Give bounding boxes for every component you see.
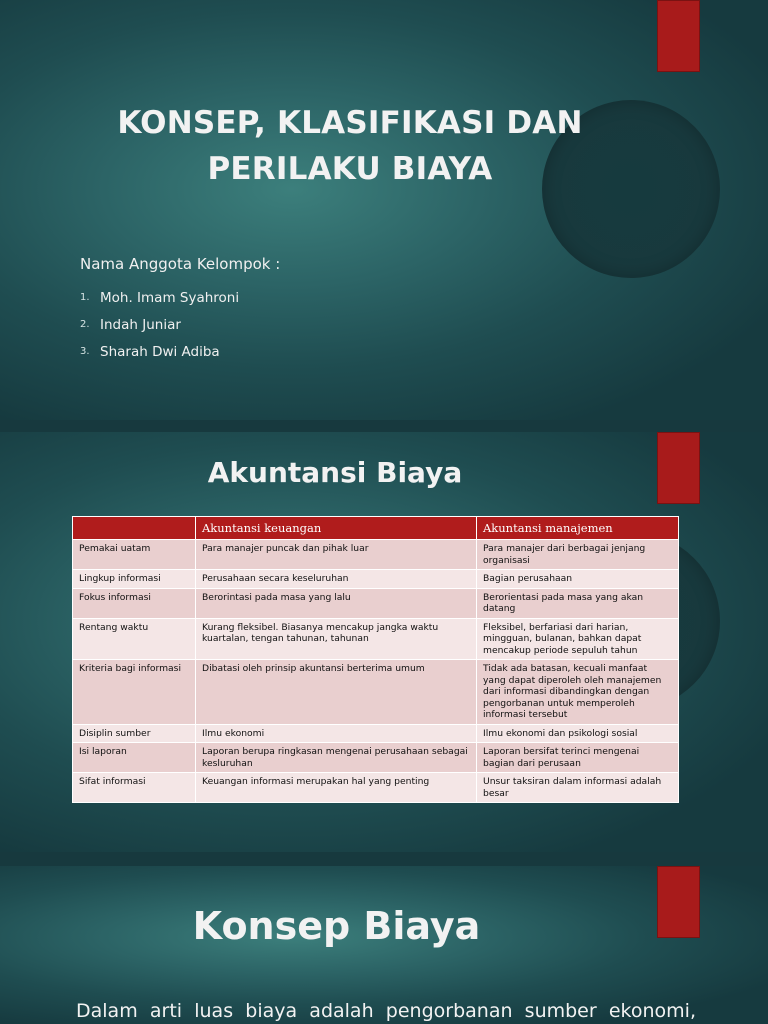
table-row [73,743,679,773]
member-name: Indah Juniar [100,316,181,333]
table-cell: Para manajer dari berbagai jenjang organisasi [477,540,679,570]
member-name: Moh. Imam Syahroni [100,289,240,306]
table-cell: Dibatasi oleh prinsip akuntansi berterima umum [196,660,477,725]
table-cell: Sifat informasi [73,773,196,803]
column-header: Akuntansi keuangan [196,517,477,540]
member-name: Sharah Dwi Adiba [100,343,220,360]
members-list [80,284,239,365]
table-cell: Rentang waktu [73,618,196,660]
table-cell: Bagian perusahaan [477,570,679,589]
title-line-1: KONSEP, KLASIFIKASI DAN [117,105,583,141]
table-cell: Kriteria bagi informasi [73,660,196,725]
table-cell: Tidak ada batasan, kecuali manfaat yang dapat diperoleh oleh manajemen dari informasi dibandingkan dengan pengorbanan untuk memperoleh informasi tersebut [477,660,679,725]
table-row [73,618,679,660]
comparison-table [72,516,679,803]
table-cell: Ilmu ekonomi dan psikologi sosial [477,724,679,743]
list-number: 2. [80,319,90,330]
list-number: 1. [80,292,90,303]
table-row [73,724,679,743]
table-cell: Laporan bersifat terinci mengenai bagian dari perusaan [477,743,679,773]
slide-akuntansi-biaya [0,432,768,852]
table-cell: Berorientasi pada masa yang akan datang [477,588,679,618]
list-item [80,311,239,338]
table-cell: Perusahaan secara keseluruhan [196,570,477,589]
table-cell: Keuangan informasi merupakan hal yang penting [196,773,477,803]
table-cell: Berorintasi pada masa yang lalu [196,588,477,618]
table-cell: Fokus informasi [73,588,196,618]
column-header: Akuntansi manajemen [477,517,679,540]
title-line-2: PERILAKU BIAYA [207,151,493,187]
members-label: Nama Anggota Kelompok : [80,255,281,273]
table-row [73,660,679,725]
column-header [73,517,196,540]
red-accent-bar [657,0,700,72]
table-row [73,570,679,589]
list-item [80,338,239,365]
table-cell: Pemakai uatam [73,540,196,570]
table-cell: Kurang fleksibel. Biasanya mencakup jangka waktu kuartalan, tengan tahunan, tahunan [196,618,477,660]
list-number: 3. [80,346,90,357]
slide-heading: Konsep Biaya [192,904,481,948]
table-cell: Laporan berupa ringkasan mengenai perusahaan sebagai kesluruhan [196,743,477,773]
table-cell: Disiplin sumber [73,724,196,743]
table-header-row [73,517,679,540]
table-cell: Para manajer puncak dan pihak luar [196,540,477,570]
table-row [73,773,679,803]
table-cell: Lingkup informasi [73,570,196,589]
list-item [80,284,239,311]
slide-paragraph: Dalam arti luas biaya adalah pengorbanan sumber ekonomi, [76,1000,696,1022]
table-cell: Fleksibel, berfariasi dari harian, mingguan, bulanan, bahkan dapat mencakup periode sepuluh tahun [477,618,679,660]
slide-title-heading [0,100,700,192]
slide-konsep-biaya [0,866,768,1024]
table-cell: Ilmu ekonomi [196,724,477,743]
table-cell: Isi laporan [73,743,196,773]
table-cell: Unsur taksiran dalam informasi adalah besar [477,773,679,803]
table-row [73,588,679,618]
slide-heading: Akuntansi Biaya [207,456,463,489]
table-row [73,540,679,570]
slide-title [0,0,768,420]
